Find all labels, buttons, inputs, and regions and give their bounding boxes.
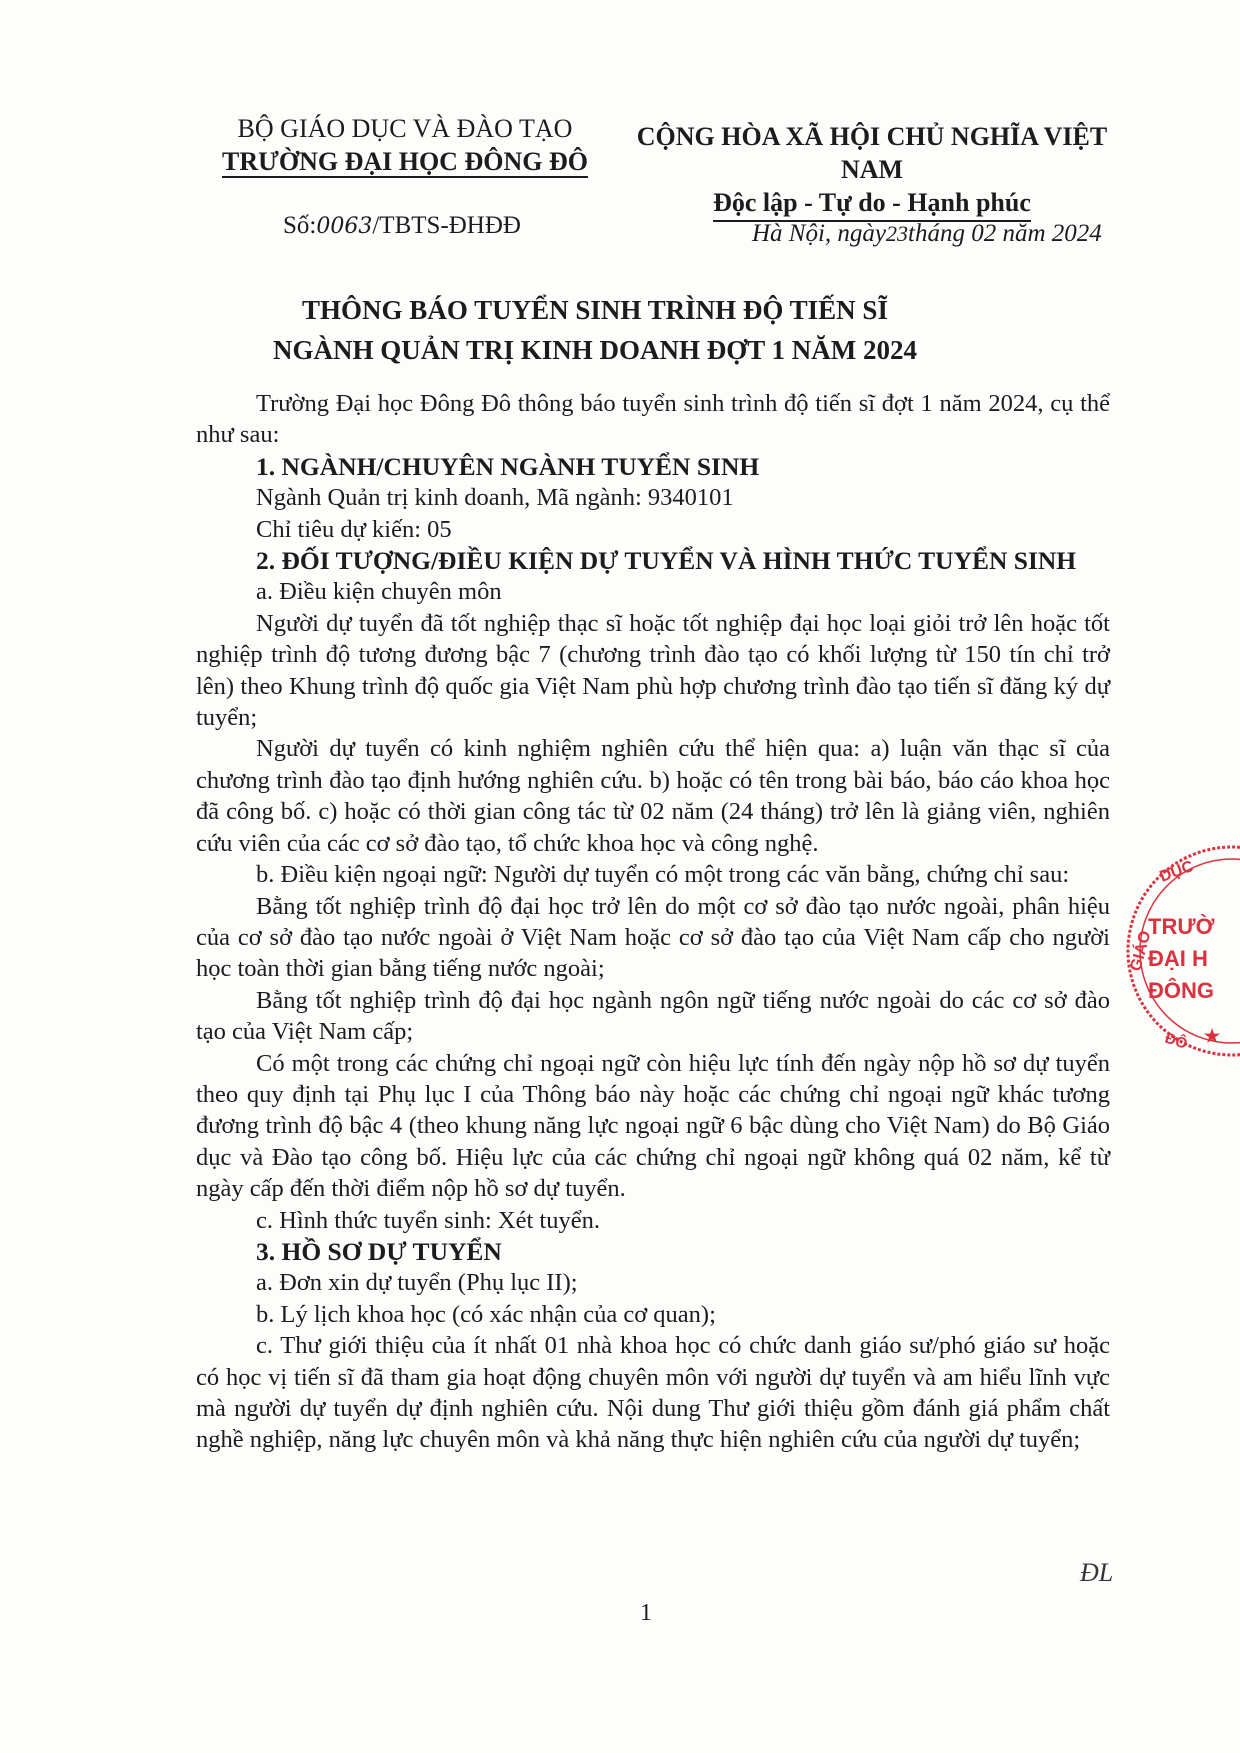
stamp-seal-icon — [1112, 842, 1240, 1060]
document-title — [180, 290, 1010, 370]
section-1-heading: 1. NGÀNH/CHUYÊN NGÀNH TUYỂN SINH — [256, 451, 760, 481]
issue-date-day-handwritten: 23 — [886, 221, 909, 246]
stamp-line-2: ĐẠI H — [1148, 946, 1208, 971]
section-2-paragraph-3: Bằng tốt nghiệp trình độ đại học trở lên do một cơ sở đào tạo nước ngoài, phân hiệu của cơ sở đào tạo nước ngoài ở Việt Nam hoặc cơ sở đào tạo của Việt Nam cấp cho người học toàn thời gian bằng tiếng nước ngoài; — [196, 892, 1110, 983]
issue-date-prefix: Hà Nội, ngày — [752, 220, 887, 247]
stamp-star-icon: ★ — [1204, 1026, 1221, 1046]
section-1-quota: Chỉ tiêu dự kiến: 05 — [256, 515, 452, 543]
stamp-line-1: TRƯỜ — [1148, 914, 1215, 939]
document-number-suffix: /TBTS-ĐHĐĐ — [372, 212, 521, 239]
handwritten-initials: ĐL — [1080, 1558, 1114, 1587]
document-number-prefix: Số: — [283, 212, 317, 239]
stamp-left-text: GIÁO — [1127, 929, 1155, 974]
stamp-bottom-text: ĐÔ — [1162, 1029, 1190, 1053]
university-name-text: TRƯỜNG ĐẠI HỌC ĐÔNG ĐÔ — [222, 147, 588, 176]
section-3-c: c. Thư giới thiệu của ít nhất 01 nhà khoa học có chức danh giáo sư/phó giáo sư hoặc có học vị tiến sĩ đã tham gia hoạt động chuyên môn với người dự tuyển và am hiểu lĩnh vực mà người dự tuyển dự định nghiên cứu. Nội dung Thư giới thiệu gồm đánh giá phẩm chất nghề nghiệp, năng lực chuyên môn và khả năng thực hiện nghiên cứu của người dự tuyển; — [196, 1332, 1110, 1454]
document-body — [196, 388, 1110, 1456]
section-3-heading: 3. HỒ SƠ DỰ TUYỂN — [256, 1236, 502, 1266]
document-number — [283, 212, 521, 240]
issuer-header — [205, 112, 605, 178]
university-name — [205, 145, 605, 178]
section-2-paragraph-4: Bằng tốt nghiệp trình độ đại học ngành ngôn ngữ tiếng nước ngoài do các cơ sở đào tạo của Việt Nam cấp; — [196, 986, 1110, 1046]
section-2-paragraph-5: Có một trong các chứng chỉ ngoại ngữ còn hiệu lực tính đến ngày nộp hồ sơ dự tuyển theo quy định tại Phụ lục I của Thông báo này hoặc các chứng chỉ ngoại ngữ khác tương đương trình độ bậc 4 (theo khung năng lực ngoại ngữ 6 bậc dùng cho Việt Nam) do Bộ Giáo dục và Đào tạo công bố. Hiệu lực của các chứng chỉ ngoại ngữ không quá 02 năm, kể từ ngày cấp đến thời điểm nộp hồ sơ dự tuyển. — [196, 1049, 1110, 1203]
section-2-a: a. Điều kiện chuyên môn — [256, 578, 502, 606]
section-2-heading: 2. ĐỐI TƯỢNG/ĐIỀU KIỆN DỰ TUYỂN VÀ HÌNH THỨC TUYỂN SINH — [256, 546, 1077, 576]
stamp-line-3: ĐÔNG — [1148, 978, 1214, 1003]
ministry-name: BỘ GIÁO DỤC VÀ ĐÀO TẠO — [237, 114, 573, 143]
document-number-handwritten: 0063 — [316, 214, 373, 239]
section-2-c: c. Hình thức tuyển sinh: Xét tuyển. — [256, 1206, 600, 1234]
national-header — [612, 120, 1132, 222]
national-motto: Độc lập - Tự do - Hạnh phúc — [713, 186, 1031, 222]
section-3-a: a. Đơn xin dự tuyển (Phụ lục II); — [256, 1269, 578, 1297]
stamp-top-text: DỤC — [1157, 857, 1196, 886]
page-number: 1 — [640, 1600, 652, 1626]
title-line-1: THÔNG BÁO TUYỂN SINH TRÌNH ĐỘ TIẾN SĨ — [302, 295, 888, 325]
official-stamp — [1112, 842, 1240, 1060]
issue-date — [752, 220, 1102, 248]
section-3-b: b. Lý lịch khoa học (có xác nhận của cơ quan); — [256, 1300, 716, 1328]
intro-paragraph: Trường Đại học Đông Đô thông báo tuyển sinh trình độ tiến sĩ đợt 1 năm 2024, cụ thể như sau: — [196, 390, 1110, 449]
section-1-major: Ngành Quản trị kinh doanh, Mã ngành: 9340101 — [256, 484, 734, 512]
section-2-paragraph-1: Người dự tuyển đã tốt nghiệp thạc sĩ hoặc tốt nghiệp đại học loại giỏi trở lên hoặc tốt nghiệp trình độ tương đương bậc 7 (chương trình đào tạo có khối lượng từ 150 tín chỉ trở lên) theo Khung trình độ quốc gia Việt Nam phù hợp chương trình đào tạo tiến sĩ đăng ký dự tuyển; — [196, 609, 1110, 732]
issue-date-suffix: tháng 02 năm 2024 — [908, 220, 1102, 247]
section-2-paragraph-2: Người dự tuyển có kinh nghiệm nghiên cứu thể hiện qua: a) luận văn thạc sĩ của chương trình đào tạo định hướng nghiên cứu. b) hoặc có tên trong bài báo, báo cáo khoa học đã công bố. c) hoặc có thời gian công tác từ 02 năm (24 tháng) trở lên là giảng viên, nghiên cứu viên của các cơ sở đào tạo, tổ chức khoa học và công nghệ. — [196, 735, 1110, 857]
section-2-b: b. Điều kiện ngoại ngữ: Người dự tuyển có một trong các văn bằng, chứng chỉ sau: — [256, 861, 1070, 889]
country-name: CỘNG HÒA XÃ HỘI CHỦ NGHĨA VIỆT NAM — [636, 122, 1108, 184]
title-line-2: NGÀNH QUẢN TRỊ KINH DOANH ĐỢT 1 NĂM 2024 — [272, 335, 918, 365]
